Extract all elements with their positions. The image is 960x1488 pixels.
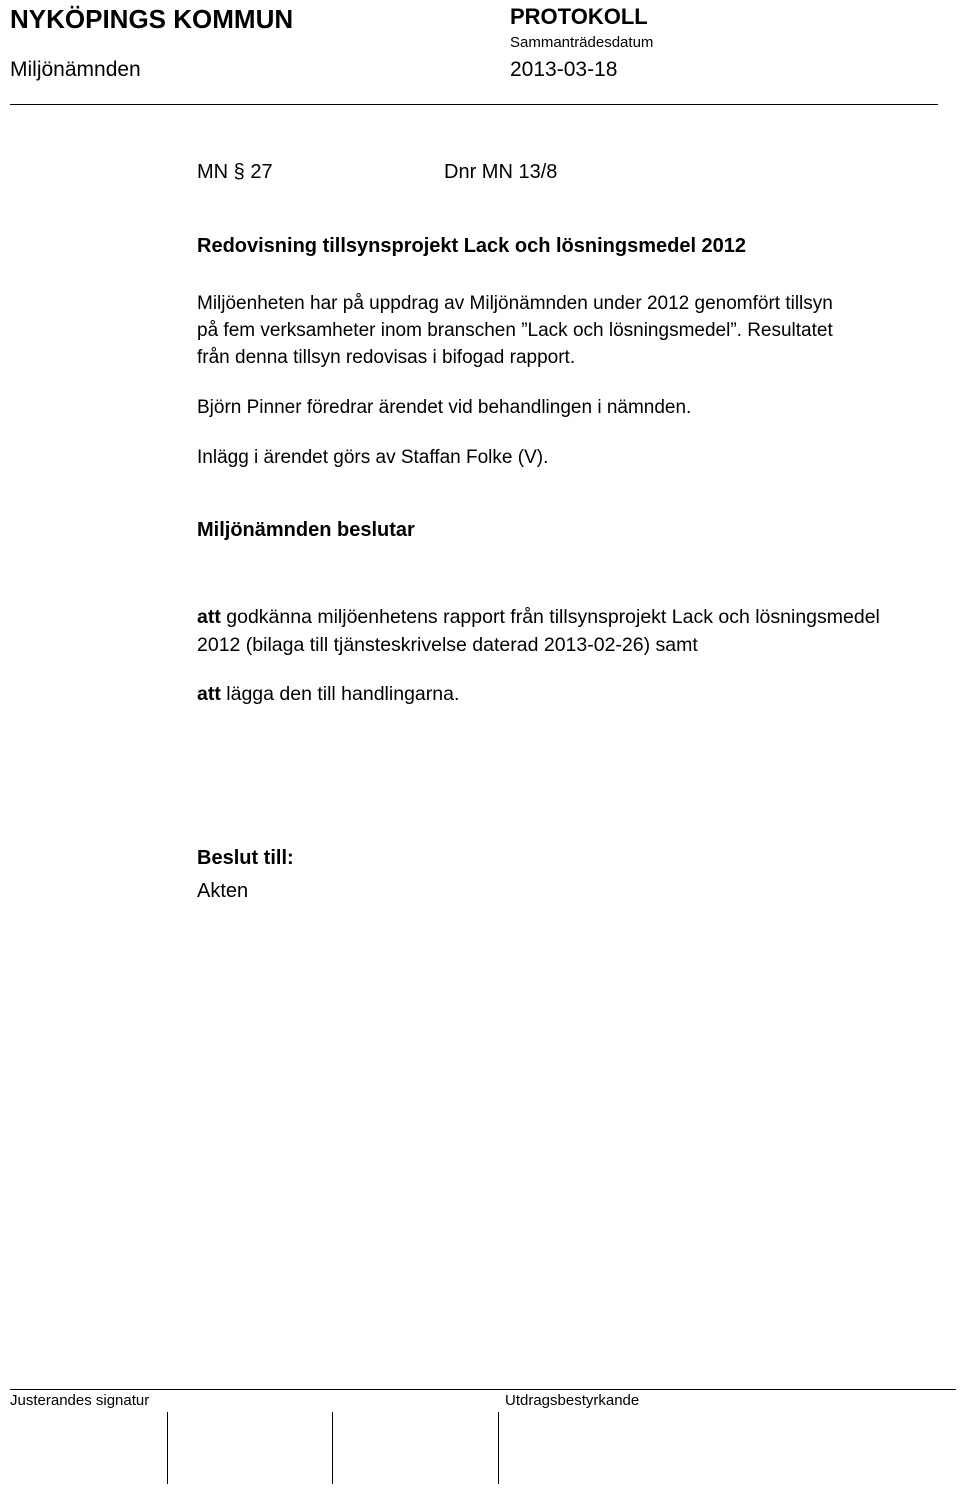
committee-name: Miljönämnden <box>10 58 141 81</box>
decision-item-1 <box>197 603 880 659</box>
decision-heading: Miljönämnden beslutar <box>197 519 415 541</box>
document-type: PROTOKOLL <box>510 4 648 29</box>
signature-box-divider <box>332 1412 333 1484</box>
decision-keyword: att <box>197 606 221 628</box>
paragraph-line: Miljöenheten har på uppdrag av Miljönämnden under 2012 genomfört tillsyn <box>197 293 833 314</box>
footer-divider <box>10 1389 956 1390</box>
paragraph-background <box>197 290 833 371</box>
decision-text-continued: 2012 (bilaga till tjänsteskrivelse daterad 2013-02-26) samt <box>197 634 698 656</box>
paragraph-contribution: Inlägg i ärendet görs av Staffan Folke (V). <box>197 447 549 468</box>
paragraph-presenter: Björn Pinner föredrar ärendet vid behandlingen i nämnden. <box>197 397 692 418</box>
organization-name: NYKÖPINGS KOMMUN <box>10 4 294 34</box>
decision-text: lägga den till handlingarna. <box>220 683 460 705</box>
meeting-date: 2013-03-18 <box>510 58 618 81</box>
decision-text: godkänna miljöenhetens rapport från tillsynsprojekt Lack och lösningsmedel <box>220 606 880 628</box>
signature-box-divider <box>498 1412 499 1484</box>
signature-box-divider <box>167 1412 168 1484</box>
distribution-heading: Beslut till: <box>197 847 294 869</box>
case-number: MN § 27 <box>197 161 273 183</box>
session-date-label: Sammanträdesdatum <box>510 34 654 51</box>
extract-certification-label: Utdragsbestyrkande <box>505 1392 640 1409</box>
distribution-recipient: Akten <box>197 880 249 902</box>
diary-number: Dnr MN 13/8 <box>444 161 558 183</box>
signature-label: Justerandes signatur <box>10 1392 150 1409</box>
paragraph-line: från denna tillsyn redovisas i bifogad rapport. <box>197 347 576 368</box>
case-title: Redovisning tillsynsprojekt Lack och lösningsmedel 2012 <box>197 235 747 257</box>
decision-item-2 <box>197 680 459 708</box>
paragraph-line: på fem verksamheter inom branschen ”Lack och lösningsmedel”. Resultatet <box>197 320 833 341</box>
header-divider <box>10 104 938 105</box>
decision-keyword: att <box>197 683 221 705</box>
